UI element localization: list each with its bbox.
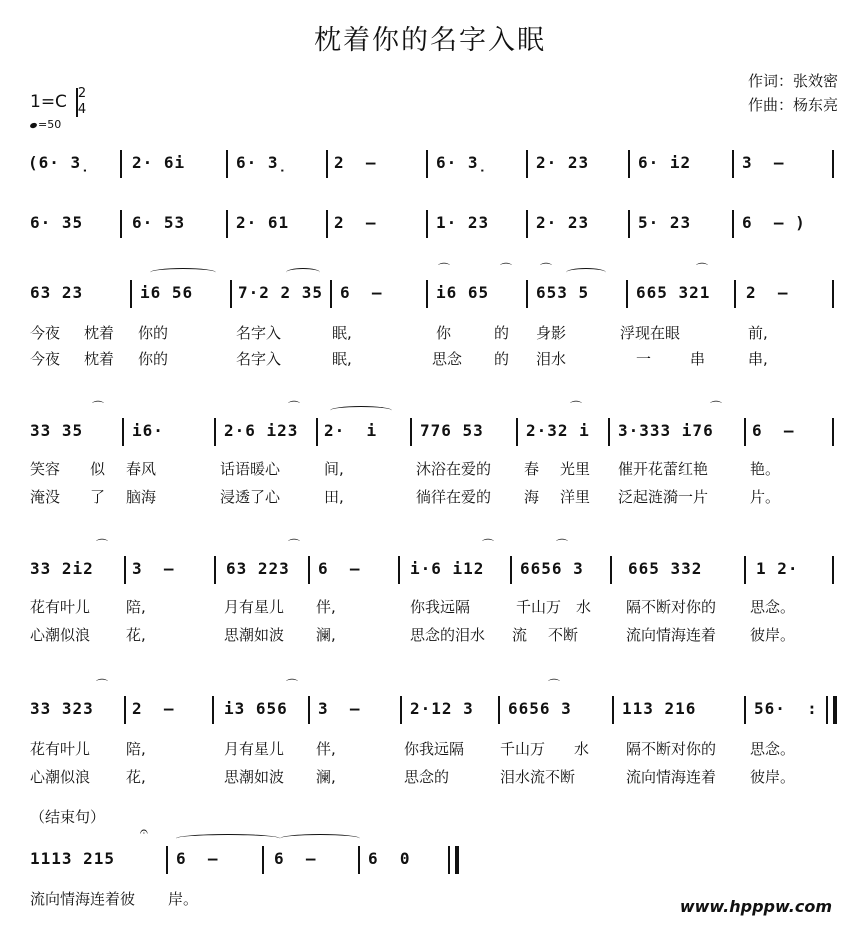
measure: i6 65 (436, 283, 490, 302)
measure: 6· 53 (132, 213, 186, 232)
barline (326, 210, 328, 238)
measure: 665 321 (636, 283, 711, 302)
fermata-icon: ⌒ (548, 678, 561, 692)
measure: i6· (132, 421, 164, 440)
measure: 3 – (132, 559, 175, 578)
measure: 63 223 (226, 559, 290, 578)
fermata-icon: ⌒ (482, 538, 495, 552)
barline (628, 150, 630, 178)
measure: 63 23 (30, 283, 84, 302)
barline (166, 846, 168, 874)
barline (122, 418, 124, 446)
time-signature (76, 86, 88, 118)
barline (732, 150, 734, 178)
barline (526, 150, 528, 178)
barline (510, 556, 512, 584)
measure: 3 – (318, 699, 361, 718)
watermark: www.hpppw.com (679, 897, 832, 916)
barline (832, 150, 834, 178)
chorus-2-notes (0, 678, 860, 734)
meter-divider (76, 88, 78, 117)
barline (732, 210, 734, 238)
quarter-note-icon (29, 122, 37, 129)
barline (426, 280, 428, 308)
measure: 6· 35 (30, 213, 84, 232)
measure: 6656 3 (508, 699, 572, 718)
tempo-marking: =50 (30, 118, 61, 131)
barline (226, 210, 228, 238)
measure: 653 5 (536, 283, 590, 302)
barline (516, 418, 518, 446)
measure: 113 216 (622, 699, 697, 718)
barline (426, 150, 428, 178)
barline (832, 556, 834, 584)
measure: 6 – (176, 849, 219, 868)
barline (426, 210, 428, 238)
barline (744, 696, 746, 724)
measure: 2·12 3 (410, 699, 474, 718)
measure: 1· 23 (436, 213, 490, 232)
measure: 2· 23 (536, 153, 590, 172)
fermata-icon: ⌒ (696, 262, 709, 276)
ending-notes (0, 824, 860, 884)
measure: 7·2 2 35 (238, 283, 324, 302)
fermata-icon: 𝄐 (140, 824, 148, 840)
barline (626, 280, 628, 308)
fermata-icon: ⌒ (288, 538, 301, 552)
barline (214, 556, 216, 584)
measure: 6· 3̣ (236, 153, 299, 172)
slur (150, 268, 216, 277)
fermata-icon: ⌒ (96, 538, 109, 552)
measure: 2 – (132, 699, 175, 718)
ending-label: （结束句） (30, 808, 106, 826)
intro-line-2 (0, 208, 860, 248)
measure: 2 – (334, 153, 377, 172)
barline (610, 556, 612, 584)
barline (734, 280, 736, 308)
fermata-icon: ⌒ (288, 400, 301, 414)
measure: 6 – (752, 421, 795, 440)
fermata-icon: ⌒ (556, 538, 569, 552)
barline (316, 418, 318, 446)
barline (526, 280, 528, 308)
measure: 3 – (742, 153, 785, 172)
measure: 6656 3 (520, 559, 584, 578)
barline (398, 556, 400, 584)
barline (262, 846, 264, 874)
measure: 6 – (318, 559, 361, 578)
measure: 6· 3̣ (436, 153, 499, 172)
fermata-icon: ⌒ (540, 262, 553, 276)
chorus-1-notes (0, 538, 860, 594)
barline (832, 418, 834, 446)
fermata-icon: ⌒ (286, 678, 299, 692)
fermata-icon: ⌒ (570, 400, 583, 414)
measure: 1113 215 (30, 849, 116, 868)
measure: 2·32 i (526, 421, 590, 440)
measure: 1 2· (756, 559, 799, 578)
barline (308, 556, 310, 584)
key-signature: 1=C (30, 92, 67, 112)
song-title: 枕着你的名字入眠 (314, 25, 546, 56)
measure: 2· 23 (536, 213, 590, 232)
barline (410, 418, 412, 446)
measure: 33 323 (30, 699, 94, 718)
measure: 2 – (334, 213, 377, 232)
barline (212, 696, 214, 724)
slur (566, 268, 606, 277)
barline (124, 696, 126, 724)
barline (326, 150, 328, 178)
barline (330, 280, 332, 308)
barline (130, 280, 132, 308)
barline (608, 418, 610, 446)
measure: i·6 i12 (410, 559, 485, 578)
measure: 776 53 (420, 421, 484, 440)
measure: 6 – ) (742, 213, 806, 232)
slur (176, 834, 280, 843)
barline (124, 556, 126, 584)
lyricist-credit: 作词：张效密 (747, 72, 838, 90)
measure: 3·333 i76 (618, 421, 714, 440)
barline (214, 418, 216, 446)
repeat-barline (826, 696, 837, 724)
intro-line-1 (0, 148, 860, 188)
measure: i6 56 (140, 283, 194, 302)
barline (628, 210, 630, 238)
barline (526, 210, 528, 238)
measure: 2·6 i23 (224, 421, 299, 440)
measure: 2· 61 (236, 213, 290, 232)
verse-2-notes (0, 400, 860, 456)
slur (280, 834, 360, 843)
measure: i3 656 (224, 699, 288, 718)
barline (120, 150, 122, 178)
meter-bottom: 4 (77, 102, 87, 117)
fermata-icon: ⌒ (710, 400, 723, 414)
fermata-icon: ⌒ (438, 262, 451, 276)
final-barline (448, 846, 459, 874)
composer-credit: 作曲：杨东亮 (747, 96, 838, 114)
slur (286, 268, 320, 277)
measure: 6· i2 (638, 153, 692, 172)
measure: 56· : (754, 699, 818, 718)
barline (358, 846, 360, 874)
barline (744, 556, 746, 584)
measure: 5· 23 (638, 213, 692, 232)
fermata-icon: ⌒ (96, 678, 109, 692)
measure: 665 332 (628, 559, 703, 578)
measure: 6 0 (368, 849, 411, 868)
measure: 6 – (340, 283, 383, 302)
fermata-icon: ⌒ (92, 400, 105, 414)
fermata-icon: ⌒ (500, 262, 513, 276)
measure: 2 – (746, 283, 789, 302)
meter-top: 2 (77, 86, 87, 101)
verse-1-notes (0, 262, 860, 318)
measure: 2· i (324, 421, 378, 440)
barline (832, 280, 834, 308)
barline (120, 210, 122, 238)
barline (744, 418, 746, 446)
barline (400, 696, 402, 724)
barline (308, 696, 310, 724)
barline (226, 150, 228, 178)
barline (230, 280, 232, 308)
measure: 33 2i2 (30, 559, 94, 578)
measure: 6 – (274, 849, 317, 868)
measure: (6· 3̣ (28, 153, 102, 172)
barline (612, 696, 614, 724)
measure: 2· 6i (132, 153, 186, 172)
slur (330, 406, 392, 415)
measure: 33 35 (30, 421, 84, 440)
barline (498, 696, 500, 724)
